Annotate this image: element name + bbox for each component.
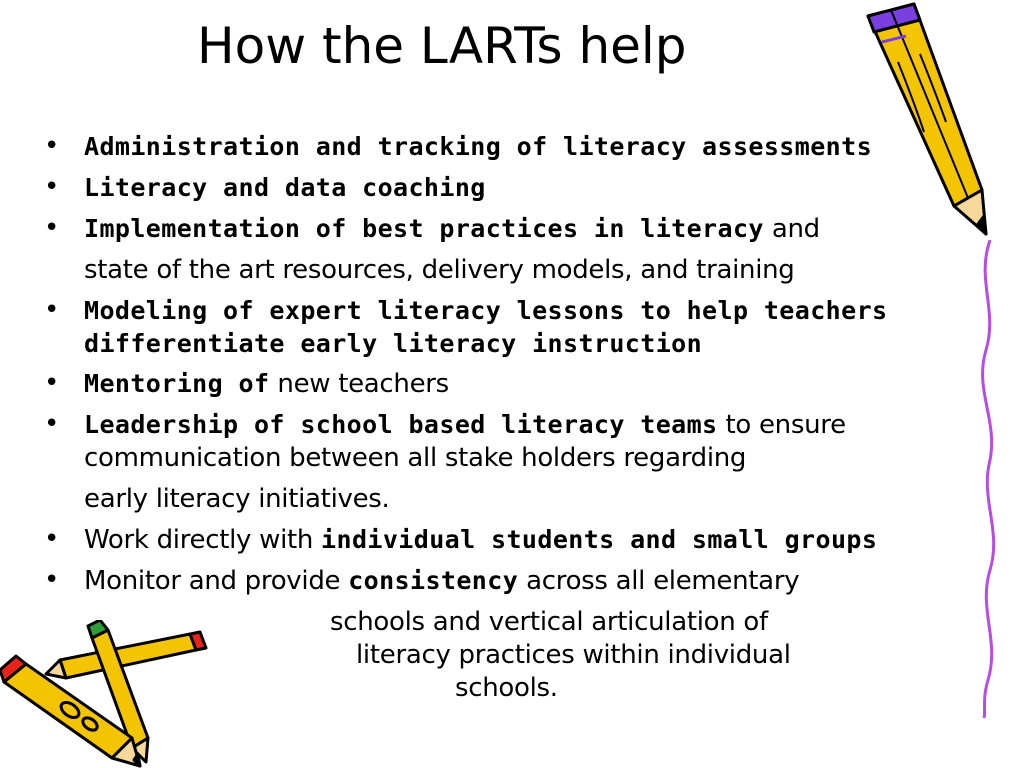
item-bold-text: consistency (348, 566, 519, 595)
item-text: across all elementary (518, 566, 800, 596)
list-item-continuation: early literacy initiatives. (84, 484, 390, 514)
wavy-border-line (968, 240, 1008, 720)
item-bold-text: Literacy and data coaching (84, 173, 486, 202)
list-item-continuation: schools. (455, 673, 558, 703)
bullet: • (44, 368, 60, 398)
bullet: • (44, 172, 60, 202)
list-item-continuation: literacy practices within individual (356, 640, 791, 670)
list-item (84, 212, 820, 246)
list-item (84, 171, 486, 205)
list-item (84, 523, 877, 557)
bullet: • (44, 131, 60, 161)
item-bold-text: Modeling of expert literacy lessons to help teachers (84, 296, 888, 325)
bullet: • (44, 295, 60, 325)
bullet: • (44, 213, 60, 243)
item-text: new teachers (269, 369, 449, 399)
list-item-continuation: schools and vertical articulation of (330, 607, 768, 637)
item-prefix-text: Work directly with (84, 525, 322, 555)
pencil-bundle-icon (0, 620, 210, 768)
item-prefix-text: Monitor and provide (84, 566, 349, 596)
list-item (84, 294, 887, 328)
slide-title: How the LARTs help (197, 17, 687, 75)
item-bold-text: Implementation of best practices in literacy (84, 214, 764, 243)
list-item (84, 367, 449, 401)
list-item-continuation: communication between all stake holders regarding (84, 443, 747, 473)
item-bold-text: Mentoring of (84, 369, 270, 398)
list-item-continuation: state of the art resources, delivery models, and training (84, 255, 795, 285)
bullet: • (44, 565, 60, 595)
item-bold-text: Leadership of school based literacy teams (84, 410, 718, 439)
item-bold-text: Administration and tracking of literacy assessments (84, 132, 873, 161)
list-item (84, 130, 872, 164)
bullet: • (44, 409, 60, 439)
list-item (84, 564, 799, 598)
item-text: to ensure (717, 410, 846, 440)
bullet: • (44, 524, 60, 554)
list-item (84, 408, 846, 442)
pencil-icon (858, 2, 998, 242)
item-text: and (763, 214, 820, 244)
item-bold-text: individual students and small groups (321, 525, 878, 554)
item-bold-text: differentiate early literacy instruction (84, 329, 703, 358)
list-item-continuation (84, 327, 702, 361)
